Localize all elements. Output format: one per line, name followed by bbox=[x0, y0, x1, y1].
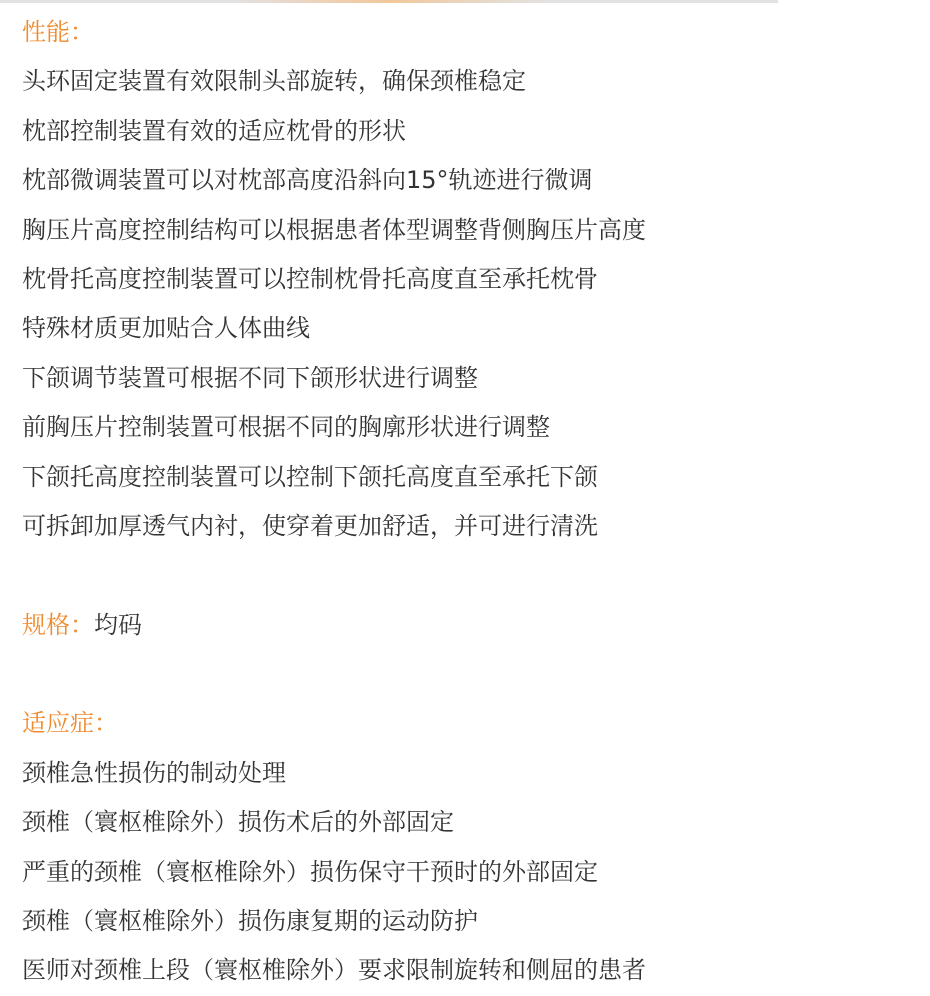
indication-item: 颈椎（寰枢椎除外）损伤术后的外部固定 bbox=[22, 808, 454, 837]
performance-item: 可拆卸加厚透气内衬，使穿着更加舒适，并可进行清洗 bbox=[22, 511, 598, 540]
section-spacer bbox=[22, 650, 902, 699]
indication-item: 医师对颈椎上段（寰枢椎除外）要求限制旋转和侧屈的患者 bbox=[22, 956, 646, 985]
performance-item: 枕部微调装置可以对枕部高度沿斜向15°轨迹进行微调 bbox=[22, 166, 593, 195]
performance-item: 枕骨托高度控制装置可以控制枕骨托高度直至承托枕骨 bbox=[22, 264, 598, 293]
performance-item: 下颌调节装置可根据不同下颌形状进行调整 bbox=[22, 363, 478, 392]
top-divider bbox=[0, 0, 778, 3]
indication-item: 颈椎（寰枢椎除外）损伤康复期的运动防护 bbox=[22, 907, 478, 936]
performance-item: 下颌托高度控制装置可以控制下颌托高度直至承托下颌 bbox=[22, 462, 598, 491]
performance-heading: 性能： bbox=[22, 18, 94, 46]
specification-heading: 规格： bbox=[22, 610, 94, 639]
indication-item: 严重的颈椎（寰枢椎除外）损伤保守干预时的外部固定 bbox=[22, 857, 598, 886]
indications-heading: 适应症： bbox=[22, 709, 118, 738]
section-spacer bbox=[22, 551, 902, 600]
performance-item: 前胸压片控制装置可根据不同的胸廓形状进行调整 bbox=[22, 413, 550, 442]
product-details bbox=[22, 8, 902, 996]
performance-item: 枕部控制装置有效的适应枕骨的形状 bbox=[22, 116, 406, 145]
specification-value: 均码 bbox=[94, 610, 142, 639]
indication-item: 颈椎急性损伤的制动处理 bbox=[22, 758, 286, 787]
performance-item: 头环固定装置有效限制头部旋转，确保颈椎稳定 bbox=[22, 67, 526, 96]
performance-item: 特殊材质更加贴合人体曲线 bbox=[22, 314, 310, 343]
specification-row bbox=[22, 601, 902, 650]
performance-item: 胸压片高度控制结构可以根据患者体型调整背侧胸压片高度 bbox=[22, 215, 646, 244]
